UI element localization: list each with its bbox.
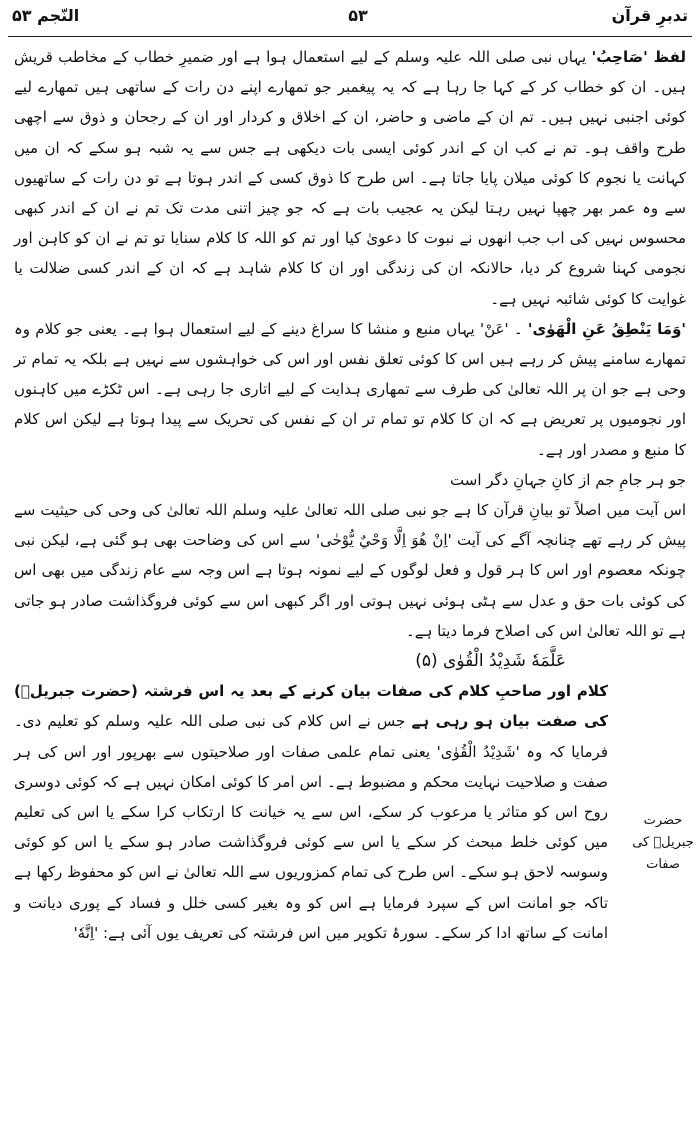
paragraph-3: اس آیت میں اصلاً تو بیانِ قرآن کا ہے جو نبی صلی اللہ تعالیٰ علیہ وسلم اللہ تعالیٰ کی وحی کی حیثیت سے پیش کر رہے تھے چنانچہ آگے کی آیت 'اِنْ هُوَ اِلَّا وَحْيٌ يُّوْحٰى' سے اس کی وضاحت بھی ہو گئی ہے، لیکن نبی چونکہ معصوم اور اس کا ہر قول و فعل لوگوں کے لیے نمونہ ہوتا ہے اس وجہ سے عام زندگی میں بھی اس کی کوئی بات حق و عدل سے ہٹی ہوئی نہیں ہوتی اور اگر کبھی اس سے کوئی فروگذاشت صادر ہو جاتی ہے تو اللہ تعالیٰ اس کی اصلاح فرما دیتا ہے۔ (14, 501, 686, 640)
paragraph-1-text: یہاں نبی صلی اللہ علیہ وسلم کے لیے استعمال ہوا ہے اور ضمیرِ خطاب کے مخاطب قریش ہیں۔ ان کو خطاب کر کے کہا جا رہا ہے کہ یہ پیغمبر جو تمھارے اپنے دن رات کے ساتھی ہیں تمھارے لیے کوئی اجنبی نہیں ہیں۔ تم ان کے ماضی و حاضر، ان کے اخلاق و کردار اور ان کے رجحان و ذوق سے اچھی طرح واقف ہو۔ تم نے کب ان کے اندر کوئی ایسی بات دیکھی ہے جس سے یہ شبہ ہو سکے کہ ان میں کہانت یا نجوم کا کوئی میلان پایا جاتا ہے۔ اس طرح کا ذوق کسی کے اندر ہوتا ہے تو دن رات کے ساتھیوں سے وہ عمر بھر چھپا نہیں رہتا لیکن یہ عجیب بات ہے کہ جو چیز اتنی مدت تک تم نے ان کے اندر کبھی محسوس نہیں کی اب جب انھوں نے نبوت کا دعویٰ کیا اور تم کو اللہ کا کلام سنایا تو تم نے ان کو کاہن اور نجومی کہنا شروع کر دیا، حالانکہ ان کی زندگی اور ان کا کلام شاہد ہے کہ ان کے اندر کسی ضلالت یا غوایت کا کوئی شائبہ نہیں ہے۔ (14, 48, 686, 308)
page-body (14, 42, 686, 948)
surah-name: النّجم ۵۳ (12, 6, 80, 25)
page-number: ۵۳ (348, 6, 368, 25)
persian-verse: جو ہر جامِ جم از کانِ جہانِ دگر است (450, 470, 686, 489)
page-header (8, 6, 692, 34)
book-title: تدبرِ قرآن (611, 6, 688, 25)
margin-note: حضرت جبریلؑ کی صفات (632, 813, 694, 872)
paragraph-2 (14, 314, 686, 465)
paragraph-4-text: جس نے اس کلام کی نبی صلی اللہ علیہ وسلم کو تعلیم دی۔ فرمایا کہ وہ 'شَدِيْدُ الْقُوٰى' یعنی تمام علمی صفات اور صلاحیتوں سے بھرپور اور اس کی ہر صفت و صلاحیت نہایت محکم و مضبوط ہے۔ اس امر کا کوئی امکان نہیں ہے کہ کوئی دوسری روح اس کو متاثر یا مرعوب کر سکے، اس سے یہ خیانت کا ارتکاب کرا سکے یا اس کی تعلیم میں کوئی خلط مبحث کر سکے یا اس سے کوئی فروگذاشت صادر ہو سکے یا اس کو کوئی وسوسہ لاحق ہو سکے۔ اس طرح کی تمام کمزوریوں سے اللہ تعالیٰ نے اس کو محفوظ رکھا ہے تاکہ جو امانت اس کے سپرد فرمایا ہے اس کو وہ بغیر کسی خلل و فساد کے پوری دیانت و امانت کے ساتھ ادا کر سکے۔ سورۂ تکویر میں اس فرشتہ کی تعریف یوں آئی ہے: 'اِنَّهٗ' (14, 712, 608, 942)
quran-verse-heading: عَلَّمَهٗ شَدِيْدُ الْقُوٰى (۵) (415, 651, 566, 672)
paragraph-1-lead: لفظ 'صَاحِبُ' (591, 48, 686, 66)
header-divider (8, 36, 692, 37)
paragraph-2-lead: 'وَمَا يَنْطِقُ عَنِ الْهَوٰى' (527, 319, 686, 338)
paragraph-1 (14, 42, 686, 314)
paragraph-2-text: ۔ 'عَنْ' یہاں منبع و منشا کا سراغ دینے کے لیے استعمال ہوا ہے۔ یعنی جو کلام وہ تمھارے سامنے پیش کر رہے ہیں اس کا کوئی تعلق نفس اور اس کی خواہشوں سے نہیں ہے بلکہ یہ تمام تر وحی ہے جو ان پر اللہ تعالیٰ کی طرف سے تمھاری ہدایت کے لیے اتاری جا رہی ہے۔ اس ٹکڑے میں کاہنوں اور نجومیوں پر تعریض ہے کہ ان کا کلام تو تمام تر ان کے نفس کی تحریک سے پیدا ہوتا ہے لیکن اس کلام کا منبع و مصدر اور ہے۔ (14, 319, 686, 459)
paragraph-4 (14, 676, 608, 948)
paragraph-4-lead: کلام اور صاحبِ کلام کی صفات بیان کرنے کے بعد یہ اس فرشتہ (حضرت جبریلؑ) کی صفت بیان ہو رہی ہے (14, 682, 608, 731)
